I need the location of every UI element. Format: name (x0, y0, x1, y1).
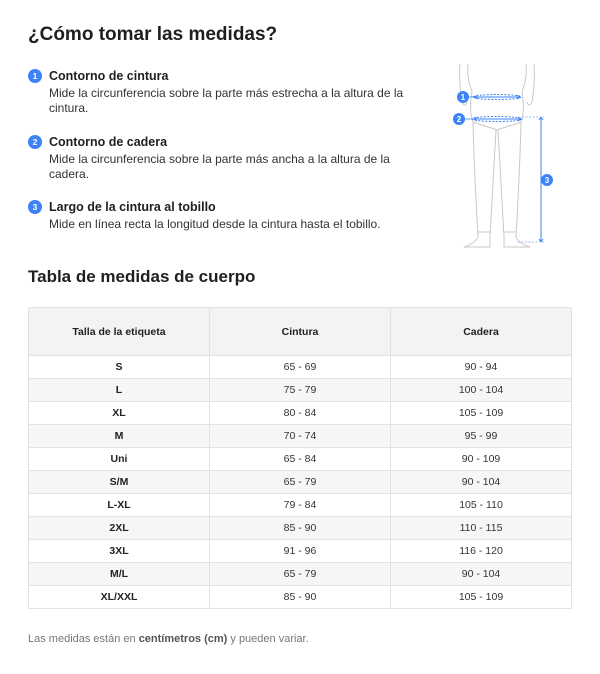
hip-value: 90 - 94 (391, 356, 572, 379)
waist-value: 80 - 84 (210, 402, 391, 425)
svg-text:3: 3 (544, 175, 550, 185)
column-header: Cintura (210, 308, 391, 356)
size-label: Uni (29, 448, 210, 471)
column-header: Cadera (391, 308, 572, 356)
hip-value: 100 - 104 (391, 379, 572, 402)
table-row (29, 494, 572, 517)
step-heading: Largo de la cintura al tobillo (49, 200, 216, 214)
table-row (29, 448, 572, 471)
waist-value: 79 - 84 (210, 494, 391, 517)
measurement-figure-illustration (448, 62, 563, 252)
step-description: Mide la circunferencia sobre la parte más ancha a la altura de la cadera. (49, 152, 390, 181)
step-hip (28, 134, 408, 182)
size-label: L (29, 379, 210, 402)
step-number-badge: 2 (28, 135, 42, 149)
step-number-badge: 1 (28, 69, 42, 83)
size-label: XL/XXL (29, 586, 210, 609)
size-table (28, 307, 572, 609)
step-waist (28, 68, 408, 116)
step-number-badge: 3 (28, 200, 42, 214)
step-length (28, 199, 408, 232)
waist-value: 91 - 96 (210, 540, 391, 563)
table-title: Tabla de medidas de cuerpo (28, 267, 256, 286)
table-row (29, 540, 572, 563)
step-heading: Contorno de cadera (49, 135, 168, 149)
waist-value: 65 - 84 (210, 448, 391, 471)
table-row (29, 379, 572, 402)
size-label: 2XL (29, 517, 210, 540)
svg-text:1: 1 (460, 92, 466, 102)
size-label: XL (29, 402, 210, 425)
hip-value: 105 - 109 (391, 402, 572, 425)
waist-value: 75 - 79 (210, 379, 391, 402)
waist-value: 65 - 79 (210, 563, 391, 586)
step-heading: Contorno de cintura (49, 69, 169, 83)
table-row (29, 425, 572, 448)
size-label: M/L (29, 563, 210, 586)
size-label: 3XL (29, 540, 210, 563)
hip-value: 90 - 109 (391, 448, 572, 471)
table-row (29, 471, 572, 494)
waist-value: 85 - 90 (210, 586, 391, 609)
size-label: S (29, 356, 210, 379)
waist-value: 65 - 69 (210, 356, 391, 379)
waist-value: 65 - 79 (210, 471, 391, 494)
svg-text:2: 2 (456, 114, 462, 124)
footnote: Las medidas están en centímetros (cm) y pueden variar. (28, 633, 309, 645)
table-header-row (29, 308, 572, 356)
page-title: ¿Cómo tomar las medidas? (28, 24, 278, 45)
table-row (29, 402, 572, 425)
hip-value: 116 - 120 (391, 540, 572, 563)
hip-value: 90 - 104 (391, 471, 572, 494)
hip-value: 105 - 110 (391, 494, 572, 517)
hip-value: 105 - 109 (391, 586, 572, 609)
step-description: Mide en línea recta la longitud desde la cintura hasta el tobillo. (49, 217, 381, 231)
waist-value: 70 - 74 (210, 425, 391, 448)
size-label: L-XL (29, 494, 210, 517)
table-row (29, 563, 572, 586)
step-description: Mide la circunferencia sobre la parte más estrecha a la altura de la cintura. (49, 86, 404, 115)
table-row (29, 356, 572, 379)
unit-highlight: centímetros (cm) (138, 633, 228, 645)
table-row (29, 586, 572, 609)
column-header: Talla de la etiqueta (29, 308, 210, 356)
hip-value: 110 - 115 (391, 517, 572, 540)
hip-value: 95 - 99 (391, 425, 572, 448)
size-label: S/M (29, 471, 210, 494)
hip-value: 90 - 104 (391, 563, 572, 586)
waist-value: 85 - 90 (210, 517, 391, 540)
table-row (29, 517, 572, 540)
size-label: M (29, 425, 210, 448)
